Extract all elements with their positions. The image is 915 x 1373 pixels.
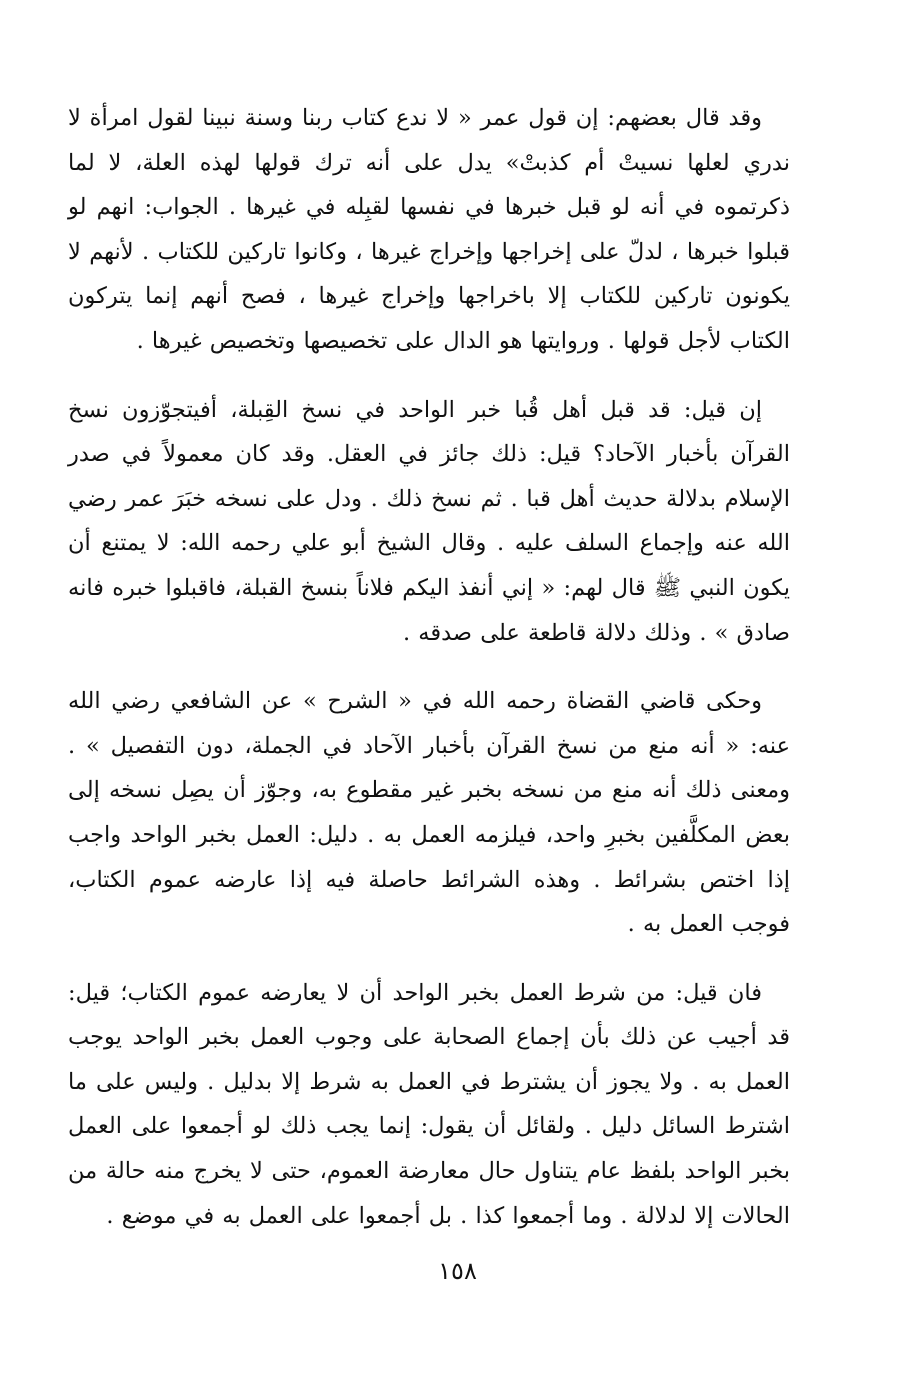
page-body — [68, 96, 790, 1238]
page-number: ١٥٨ — [438, 1257, 477, 1285]
paragraph-1: وقد قال بعضهم: إن قول عمر « لا ندع كتاب ربنا وسنة نبينا لقول امرأة لا ندري لعلها نسيتْ أم كذبتْ» يدل على أنه ترك قولها لهذه العلة، لا لما ذكرتموه في أنه لو قبل خبرها في نفسها لقبِله في غيرها . الجواب: انهم لو قبلوا خبرها ، لدلّ على إخراجها وإخراج غيرها ، وكانوا تاركين للكتاب . لأنهم لا يكونون تاركين للكتاب إلا باخراجها وإخراج غيرها ، فصح أنهم إنما يتركون الكتاب لأجل قولها . وروايتها هو الدال على تخصيصها وتخصيص غيرها . — [68, 105, 790, 354]
paragraph-3: وحكى قاضي القضاة رحمه الله في « الشرح » عن الشافعي رضي الله عنه: « أنه منع من نسخ القرآن بأخبار الآحاد في الجملة، دون التفصيل » . ومعنى ذلك أنه منع من نسخه بخبر غير مقطوع به، وجوّز أن يصِل نسخه إلى بعض المكلَّفين بخبرِ واحد، فيلزمه العمل به . دليل: العمل بخبر الواحد واجب إذا اختص بشرائط . وهذه الشرائط حاصلة فيه إذا عارضه عموم الكتاب، فوجب العمل به . — [68, 688, 790, 938]
paragraph-4: فان قيل: من شرط العمل بخبر الواحد أن لا يعارضه عموم الكتاب؛ قيل: قد أجيب عن ذلك بأن إجماع الصحابة على وجوب العمل بخبر الواحد يوجب العمل به . ولا يجوز أن يشترط في العمل به شرط إلا بدليل . وليس على ما اشترط السائل دليل . ولقائل أن يقول: إنما يجب ذلك لو أجمعوا على العمل بخبر الواحد بلفظ عام يتناول حال معارضة العموم، حتى لا يخرج منه حالة من الحالات إلا لدلالة . وما أجمعوا كذا . بل أجمعوا على العمل به في موضع . — [68, 979, 790, 1229]
paragraph-2: إن قيل: قد قبل أهل قُبا خبر الواحد في نسخ القِبلة، أفيتجوّزون نسخ القرآن بأخبار الآحاد؟ قيل: ذلك جائز في العقل. وقد كان معمولاً في صدر الإسلام بدلالة حديث أهل قبا . ثم نسخ ذلك . ودل على نسخه خبَرَ عمر رضي الله عنه وإجماع السلف عليه . وقال الشيخ أبو علي رحمه الله: لا يمتنع أن يكون النبي ﷺ قال لهم: « إني أنفذ اليكم فلاناً بنسخ القبلة، فاقبلوا خبره فانه صادق » . وذلك دلالة قاطعة على صدقه . — [68, 396, 790, 646]
